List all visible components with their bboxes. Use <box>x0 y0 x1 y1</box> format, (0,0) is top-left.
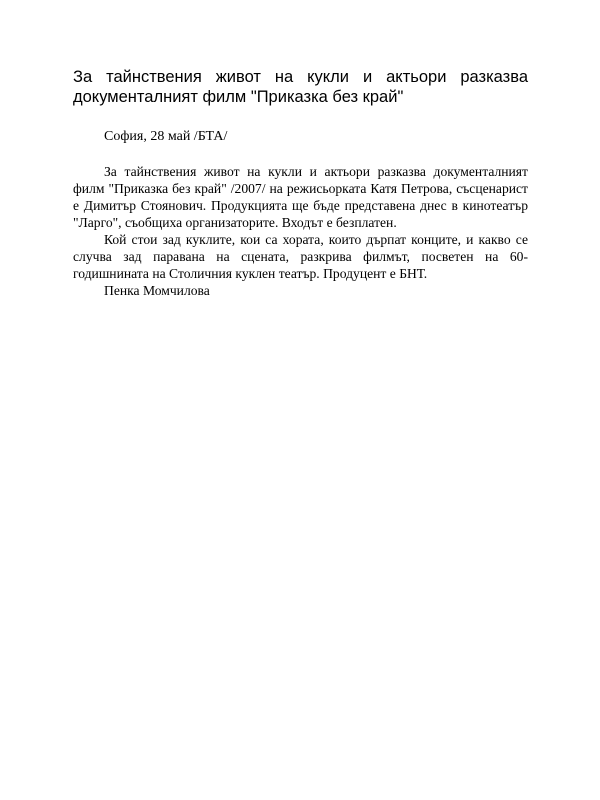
article-dateline: София, 28 май /БТА/ <box>104 129 228 144</box>
article-body <box>73 163 528 299</box>
article-author: Пенка Момчилова <box>104 283 210 298</box>
article-paragraph: За тайнствения живот на кукли и актьори разказва документалният филм "Приказка без край" /2007/ на режисьорката Катя Петрова, съсценарист е Димитър Стоянович. Продукцията ще бъде представена днес в кинотеатър "Ларго", съобщиха организаторите. Входът е безплатен. <box>73 164 528 230</box>
article-headline: За тайнствения живот на кукли и актьори разказва документалният филм "Приказка без край" <box>73 68 528 106</box>
article-paragraph: Кой стои зад куклите, кои са хората, които дърпат конците, и какво се случва зад паравана на сцената, разкрива филмът, посветен на 60-годишнината на Столичния куклен театър. Продуцент е БНТ. <box>73 232 528 281</box>
